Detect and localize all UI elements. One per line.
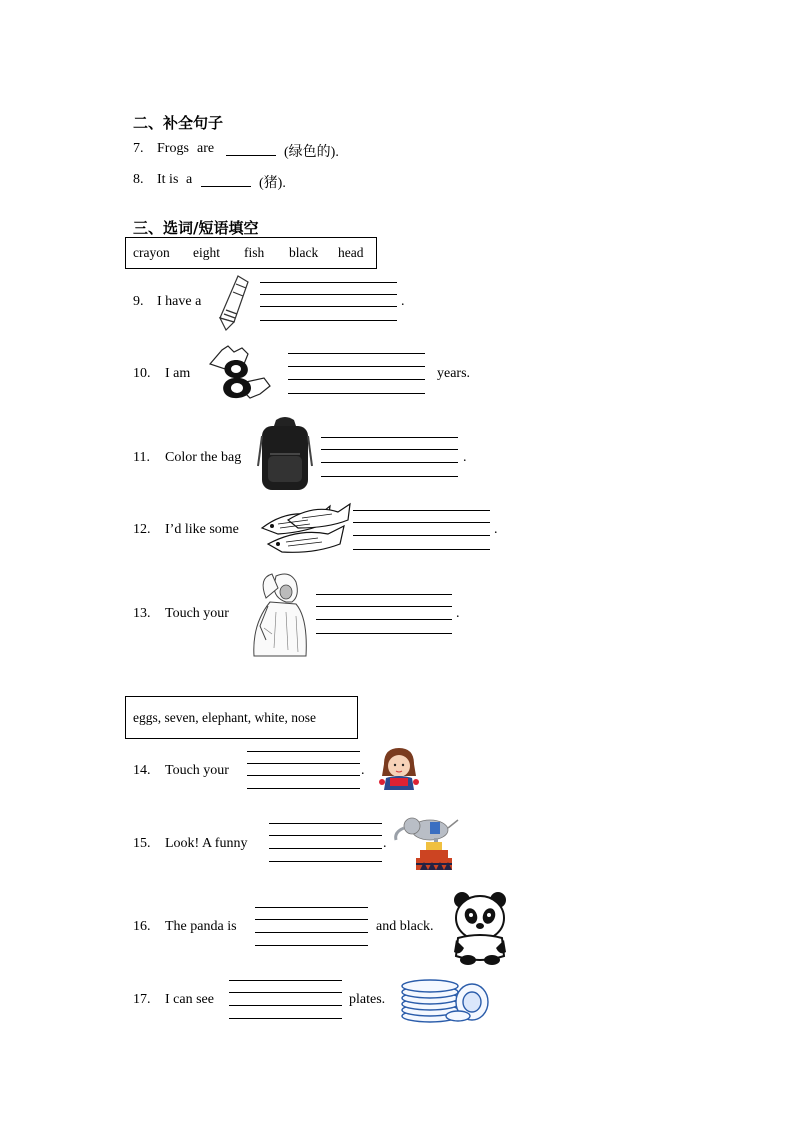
writing-line [260, 320, 397, 321]
writing-line [353, 510, 490, 511]
word-bank-1-item: fish [244, 245, 265, 260]
answer-blank-11[interactable] [321, 462, 458, 463]
answer-blank-9[interactable] [260, 306, 397, 307]
question-14-text: Touch your [165, 763, 229, 778]
question-7-word-1: Frogs [157, 141, 189, 156]
question-8-number: 8. [133, 172, 144, 187]
writing-line [260, 282, 397, 283]
writing-line [316, 594, 452, 595]
person-touching-head-icon [246, 568, 314, 658]
writing-line [321, 437, 458, 438]
question-7-hint: (绿色的). [284, 145, 339, 160]
writing-line [255, 907, 368, 908]
writing-line [229, 1018, 342, 1019]
question-7-word-2: are [197, 141, 215, 156]
question-14-number: 14. [133, 763, 151, 778]
writing-line [269, 861, 382, 862]
question-16-text: The panda is [165, 919, 237, 934]
answer-blank-10[interactable] [288, 379, 425, 380]
writing-line [247, 751, 360, 752]
question-17-text: I can see [165, 992, 214, 1007]
question-11-text: Color the bag [165, 450, 242, 465]
question-15-text: Look! A funny [165, 836, 248, 851]
writing-line [247, 763, 360, 764]
question-10-end: years. [437, 366, 471, 381]
writing-line [255, 945, 368, 946]
answer-blank-12[interactable] [353, 535, 490, 536]
plates-icon [400, 974, 492, 1024]
word-bank-1-item: crayon [133, 245, 170, 260]
writing-line [316, 633, 452, 634]
question-10-text: I am [165, 366, 191, 381]
writing-line [288, 366, 425, 367]
writing-line [229, 992, 342, 993]
question-11-end: . [463, 450, 467, 465]
question-14-end: . [361, 763, 365, 778]
question-9-number: 9. [133, 294, 144, 309]
section-heading-2: 二、补全句子 [133, 114, 224, 132]
word-bank-2-text: eggs, seven, elephant, white, nose [133, 710, 316, 725]
answer-blank-17[interactable] [229, 1005, 342, 1006]
number-eight-hand-icon [204, 342, 274, 406]
question-8-hint: (猪). [259, 176, 286, 191]
writing-line [247, 788, 360, 789]
question-16-end: and black. [376, 919, 434, 934]
backpack-icon [256, 416, 314, 494]
answer-blank-14[interactable] [247, 775, 360, 776]
writing-line [321, 476, 458, 477]
writing-line [353, 522, 490, 523]
answer-blank-13[interactable] [316, 619, 452, 620]
question-9-text: I have a [157, 294, 202, 309]
answer-blank-16[interactable] [255, 932, 368, 933]
question-7-number: 7. [133, 141, 144, 156]
writing-line [260, 294, 397, 295]
question-12-text: I’d like some [165, 522, 239, 537]
writing-line [255, 919, 368, 920]
crayon-icon [212, 272, 252, 332]
writing-line [229, 980, 342, 981]
answer-blank-7[interactable] [226, 155, 276, 156]
question-10-number: 10. [133, 366, 151, 381]
word-bank-1-item: eight [193, 245, 220, 260]
question-15-number: 15. [133, 836, 151, 851]
writing-line [321, 449, 458, 450]
girl-icon [378, 746, 420, 792]
answer-blank-8[interactable] [201, 186, 251, 187]
question-8-word-1: It is [157, 172, 179, 187]
writing-line [288, 353, 425, 354]
question-13-end: . [456, 606, 460, 621]
question-17-number: 17. [133, 992, 151, 1007]
word-bank-1-item: black [289, 245, 319, 260]
writing-line [353, 549, 490, 550]
question-17-end: plates. [349, 992, 386, 1007]
question-15-end: . [383, 836, 387, 851]
question-13-number: 13. [133, 606, 151, 621]
question-12-number: 12. [133, 522, 151, 537]
elephant-icon [390, 812, 462, 872]
question-9-end: . [401, 294, 405, 309]
word-bank-1-item: head [338, 245, 364, 260]
fish-icon [258, 498, 354, 560]
question-13-text: Touch your [165, 606, 229, 621]
panda-icon [450, 890, 510, 966]
question-11-number: 11. [133, 450, 150, 465]
writing-line [316, 606, 452, 607]
section-heading-3: 三、选词/短语填空 [133, 219, 259, 237]
writing-line [288, 393, 425, 394]
question-12-end: . [494, 522, 498, 537]
question-16-number: 16. [133, 919, 151, 934]
writing-line [269, 835, 382, 836]
answer-blank-15[interactable] [269, 848, 382, 849]
question-8-word-2: a [186, 172, 193, 187]
writing-line [269, 823, 382, 824]
